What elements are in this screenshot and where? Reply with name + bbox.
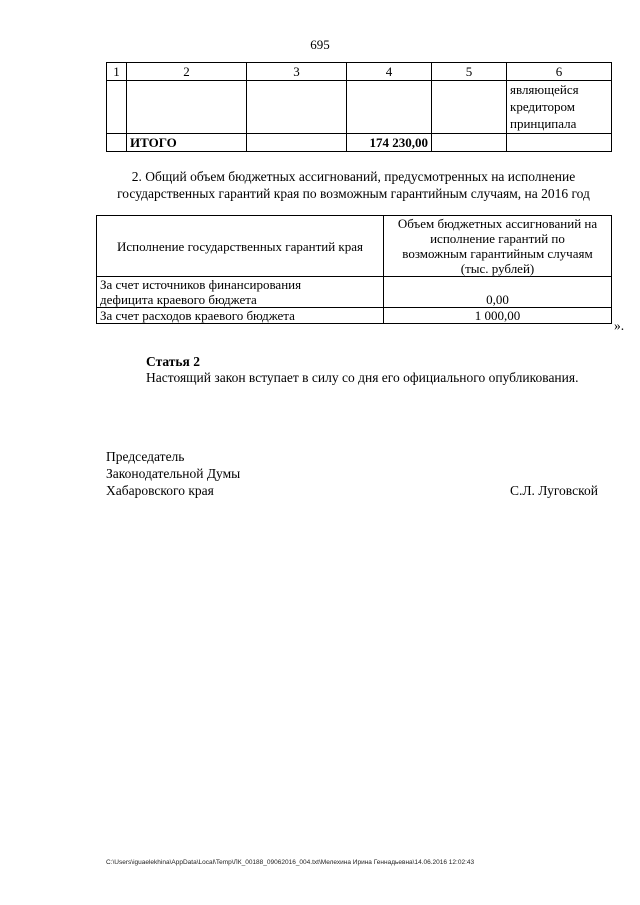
col-header: 3 [247, 63, 347, 81]
total-value: 174 230,00 [347, 134, 432, 152]
budget-table-continuation [106, 62, 612, 152]
footer-path: C:\Users\iguaelekhina\AppData\Local\Temp\ЛК_00188_09062016_004.txt\Мелехина Ирина Геннадьевна\14.06.2016 12:02:43 [106, 859, 475, 866]
row-label: За счет расходов краевого бюджета [97, 308, 384, 324]
col-header: 5 [432, 63, 507, 81]
signature-line: Председатель [106, 449, 185, 464]
page-number: 695 [310, 37, 330, 52]
row-value: 0,00 [384, 277, 612, 308]
col-header: 6 [507, 63, 612, 81]
closing-quote: ». [614, 318, 625, 333]
total-label: ИТОГО [127, 134, 247, 152]
signature-block [106, 448, 240, 499]
col-header: 4 [347, 63, 432, 81]
signature-line: Хабаровского края [106, 483, 214, 498]
col-header: 1 [107, 63, 127, 81]
cell-line: принципала [510, 116, 577, 131]
guarantee-table [96, 215, 612, 324]
col-header: 2 [127, 63, 247, 81]
table-row [97, 308, 612, 324]
cell-line: кредитором [510, 99, 575, 114]
table-row [97, 277, 612, 308]
paragraph-2 [96, 168, 611, 202]
article-text: Настоящий закон вступает в силу со дня его официального опубликования. [146, 370, 579, 385]
table-row [107, 81, 612, 134]
creditor-cell [507, 81, 612, 134]
cell-line: являющейся [510, 82, 579, 97]
table-header-row [107, 63, 612, 81]
signatory-name: С.Л. Луговской [510, 483, 598, 498]
paragraph-line: государственных гарантий края по возможным гарантийным случаям, на 2016 год [117, 186, 590, 201]
article-title: Статья 2 [146, 354, 200, 369]
row-label: За счет источников финансирования дефицита краевого бюджета [97, 277, 384, 308]
table-header-row [97, 216, 612, 277]
total-row [107, 134, 612, 152]
header-right: Объем бюджетных ассигнований на исполнение гарантий по возможным гарантийным случаям (тыс. рублей) [384, 216, 612, 277]
paragraph-line: 2. Общий объем бюджетных ассигнований, предусмотренных на исполнение [131, 169, 576, 184]
header-left: Исполнение государственных гарантий края [97, 216, 384, 277]
row-value: 1 000,00 [384, 308, 612, 324]
signature-line: Законодательной Думы [106, 466, 241, 481]
